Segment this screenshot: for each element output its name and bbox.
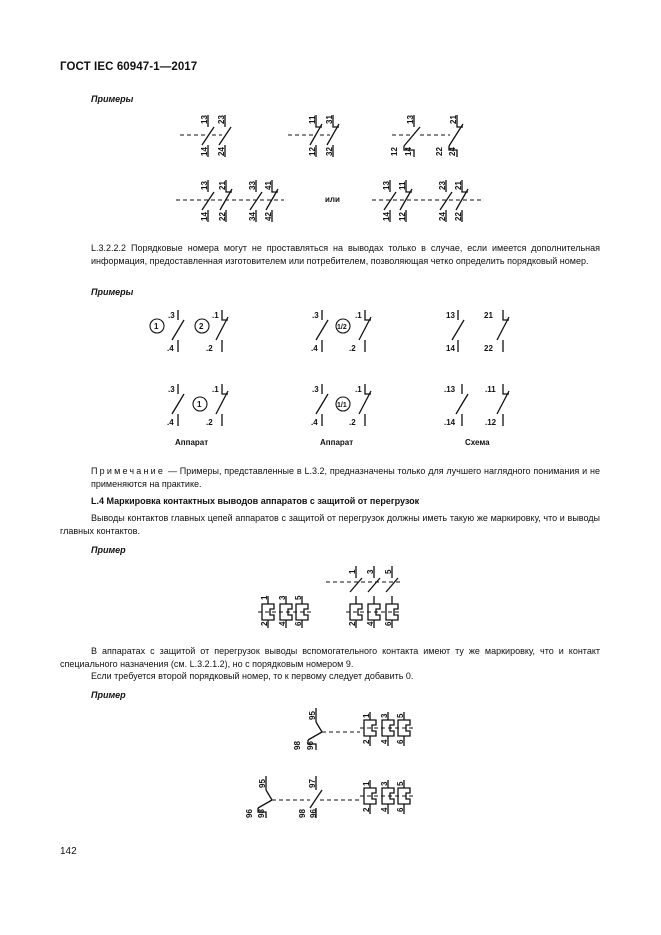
label-23d: 23 [438,181,447,190]
svg-text:1: 1 [197,400,202,409]
svg-text:95: 95 [308,711,317,720]
svg-text:5: 5 [396,713,405,718]
svg-text:.1: .1 [212,311,219,320]
svg-text:14: 14 [446,344,455,353]
svg-text:97: 97 [308,779,317,788]
examples-label: Примеры [91,94,134,104]
svg-text:1: 1 [260,595,269,600]
svg-text:.4: .4 [311,418,318,427]
svg-text:96: 96 [245,809,254,818]
svg-text:3: 3 [380,713,389,718]
aux-contacts-95-96-98-97 [245,776,414,818]
svg-text:1: 1 [362,713,371,718]
paragraph-l3222: L.3.2.2.2 Порядковые номера могут не проставляться на выводах только в случае, если имеется дополнительная информация, предоставленная изготовителем или потребителем, позволяющая четко определить порядковый номер. [91,243,600,266]
label-21: 21 [449,115,458,124]
label-13d: 13 [382,181,391,190]
svg-text:.2: .2 [206,418,213,427]
label-24d: 24 [438,212,447,221]
label-22d: 22 [454,212,463,221]
svg-text:.1: .1 [212,385,219,394]
label-14c: 14 [200,212,209,221]
label-42: 42 [264,212,273,221]
svg-text:.14: .14 [444,418,456,427]
svg-text:22: 22 [484,344,493,353]
svg-text:95: 95 [258,779,267,788]
label-22: 22 [435,147,444,156]
label-14: 14 [200,147,209,156]
label-33: 33 [248,181,257,190]
svg-text:.4: .4 [167,418,174,427]
page-header: ГОСТ IEC 60947-1—2017 [60,61,198,73]
svg-text:1: 1 [348,569,357,574]
svg-text:3: 3 [380,781,389,786]
svg-text:3: 3 [278,595,287,600]
example-label-3: Пример [91,545,126,555]
svg-text:.3: .3 [168,311,175,320]
examples-label-2: Примеры [91,287,134,297]
svg-text:1/1: 1/1 [337,402,347,409]
svg-text:6: 6 [294,621,303,626]
label-21d: 21 [454,181,463,190]
svg-text:.11: .11 [485,385,496,394]
label-13c: 13 [200,181,209,190]
label-14d: 14 [382,212,391,221]
svg-text:98: 98 [257,809,266,818]
paragraph-aux-second-number: Если требуется второй порядковый номер, то к первому следует добавить 0. [91,671,414,681]
label-24: 24 [217,147,226,156]
label-12d: 12 [398,212,407,221]
svg-text:.1: .1 [355,385,362,394]
paragraph-aux-contact: В аппаратах с защитой от перегрузок выводы вспомогательного контакта имеют ту же маркировку, что и контакт специального назначения (см. L.3.2.1.2), но с порядковым номером 9. [60,646,600,669]
svg-text:.2: .2 [349,418,356,427]
svg-text:4: 4 [366,621,375,626]
svg-text:.13: .13 [444,385,456,394]
label-13: 13 [200,115,209,124]
svg-text:5: 5 [384,569,393,574]
aux-contact-95-96-98 [293,708,414,750]
label-12b: 12 [390,147,399,156]
svg-text:5: 5 [294,595,303,600]
caption-apparatus-2: Аппарат [320,438,354,447]
svg-text:21: 21 [484,311,493,320]
label-24b: 24 [448,147,457,156]
example-label-4: Пример [91,690,126,700]
label-11d: 11 [398,181,407,190]
svg-text:1: 1 [154,322,159,331]
svg-text:.3: .3 [168,385,175,394]
label-11: 11 [308,115,317,124]
svg-text:3: 3 [366,569,375,574]
svg-text:6: 6 [384,621,393,626]
svg-text:1/2: 1/2 [337,324,347,331]
svg-text:.4: .4 [167,344,174,353]
label-21c: 21 [218,181,227,190]
svg-text:2: 2 [260,621,269,626]
svg-text:.12: .12 [485,418,497,427]
svg-text:4: 4 [278,621,287,626]
label-23: 23 [217,115,226,124]
caption-scheme: Схема [465,438,490,447]
svg-text:.3: .3 [312,311,319,320]
label-13b: 13 [406,115,415,124]
svg-text:2: 2 [362,807,371,812]
label-12: 12 [308,147,317,156]
page-number: 142 [60,846,77,857]
svg-text:13: 13 [446,311,455,320]
label-14b: 14 [404,147,413,156]
svg-text:2: 2 [362,739,371,744]
svg-text:2: 2 [199,322,204,331]
svg-text:6: 6 [396,739,405,744]
svg-text:4: 4 [380,807,389,812]
svg-text:6: 6 [396,807,405,812]
label-22c: 22 [218,212,227,221]
svg-text:.1: .1 [355,311,362,320]
svg-text:.2: .2 [206,344,213,353]
svg-text:98: 98 [298,809,307,818]
svg-text:.4: .4 [311,344,318,353]
svg-text:96: 96 [309,809,318,818]
svg-text:5: 5 [396,781,405,786]
svg-text:1: 1 [362,781,371,786]
svg-text:4: 4 [380,739,389,744]
section-heading-l4: L.4 Маркировка контактных выводов аппаратов с защитой от перегрузок [91,496,420,506]
caption-apparatus-1: Аппарат [175,438,209,447]
svg-text:96: 96 [306,741,315,750]
svg-text:.3: .3 [312,385,319,394]
label-31: 31 [325,115,334,124]
label-34: 34 [248,212,257,221]
or-label: или [325,195,340,204]
note-label: Примечание [91,466,166,476]
svg-text:98: 98 [293,741,302,750]
label-32: 32 [325,147,334,156]
label-41: 41 [264,181,273,190]
svg-text:2: 2 [348,621,357,626]
svg-text:.2: .2 [349,344,356,353]
note-text: — Примеры, представленные в L.3.2, предназначены только для лучшего наглядного понимания и не применяются на практике. [91,466,600,489]
paragraph-l4: Выводы контактов главных цепей аппаратов с защитой от перегрузок должны иметь такую же маркировку, что и выводы главных контактов. [60,513,600,536]
